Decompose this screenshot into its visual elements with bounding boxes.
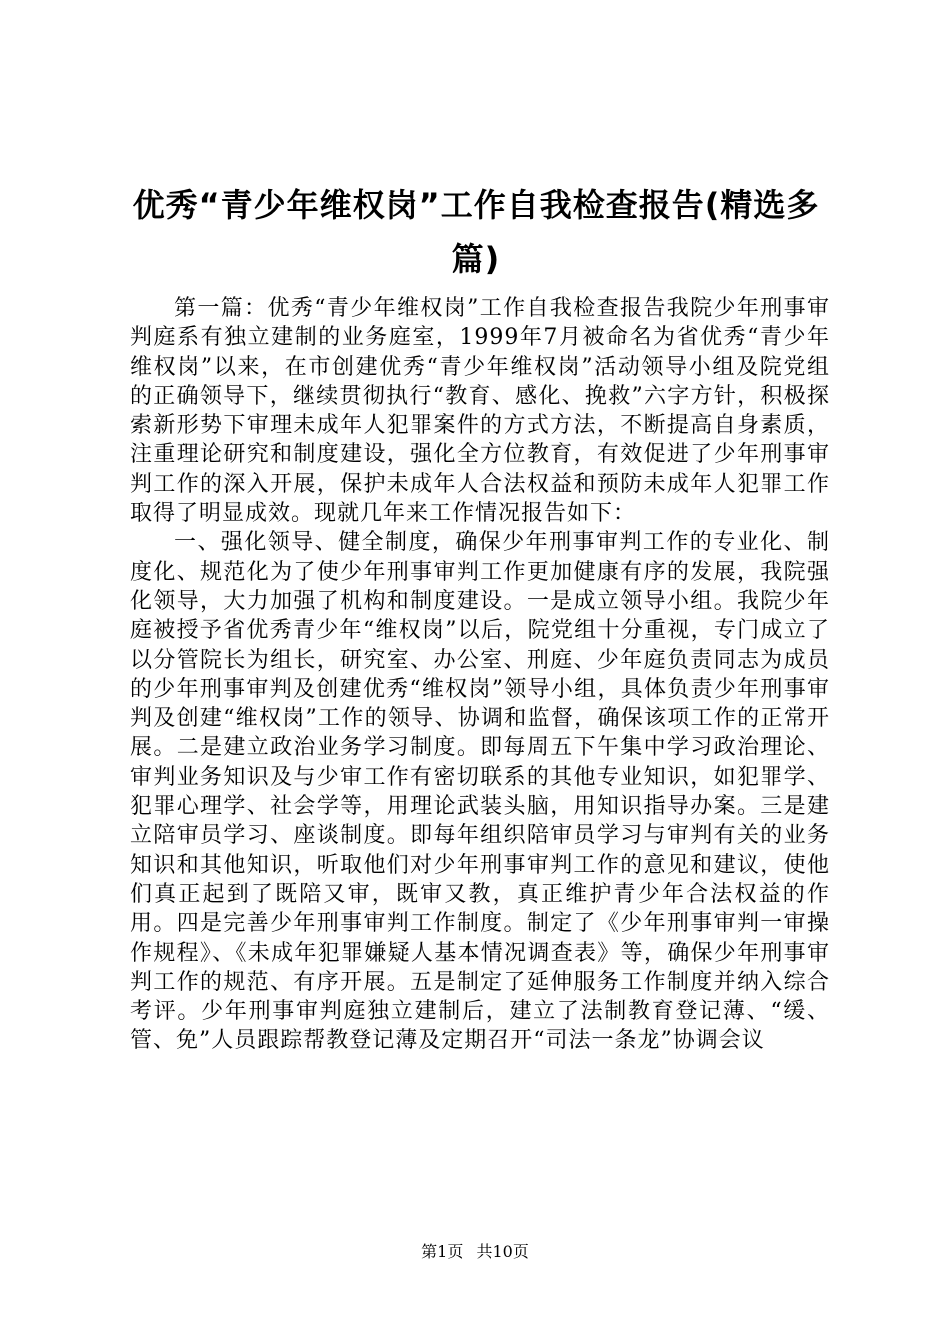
page-footer <box>0 1242 950 1262</box>
document-title: 优秀“青少年维权岗”工作自我检查报告(精选多篇) <box>132 186 820 278</box>
page-number: 第1页 <box>421 1242 464 1261</box>
paragraph-section-one: 一、强化领导、健全制度，确保少年刑事审判工作的专业化、制度化、规范化为了使少年刑事审判工作更加健康有序的发展，我院强化领导，大力加强了机构和制度建设。一是成立领导小组。我院少年庭被授予省优秀青少年“维权岗”以后，院党组十分重视，专门成立了以分管院长为组长，研究室、办公室、刑庭、少年庭负责同志为成员的少年刑事审判及创建优秀“维权岗”领导小组，具体负责少年刑事审判及创建“维权岗”工作的领导、协调和监督，确保该项工作的正常开展。二是建立政治业务学习制度。即每周五下午集中学习政治理论、审判业务知识及与少审工作有密切联系的其他专业知识，如犯罪学、犯罪心理学、社会学等，用理论武装头脑，用知识指导办案。三是建立陪审员学习、座谈制度。即每年组织陪审员学习与审判有关的业务知识和其他知识，听取他们对少年刑事审判工作的意见和建议，使他们真正起到了既陪又审，既审又教，真正维护青少年合法权益的作用。四是完善少年刑事审判工作制度。制定了《少年刑事审判一审操作规程》、《未成年犯罪嫌疑人基本情况调查表》等，确保少年刑事审判工作的规范、有序开展。五是制定了延伸服务工作制度并纳入综合考评。少年刑事审判庭独立建制后，建立了法制教育登记薄、“缓、管、免”人员跟踪帮教登记薄及定期召开“司法一条龙”协调会议 <box>130 530 830 1054</box>
document-body <box>130 294 830 1056</box>
page-total: 共10页 <box>476 1242 529 1261</box>
paragraph-intro: 第一篇：优秀“青少年维权岗”工作自我检查报告我院少年刑事审判庭系有独立建制的业务庭室，1999年7月被命名为省优秀“青少年维权岗”以来，在市创建优秀“青少年维权岗”活动领导小组及院党组的正确领导下，继续贯彻执行“教育、感化、挽救”六字方针，积极探索新形势下审理未成年人犯罪案件的方式方法，不断提高自身素质，注重理论研究和制度建设，强化全方位教育，有效促进了少年刑事审判工作的深入开展，保护未成年人合法权益和预防未成年人犯罪工作取得了明显成效。现就几年来工作情况报告如下： <box>130 296 830 527</box>
